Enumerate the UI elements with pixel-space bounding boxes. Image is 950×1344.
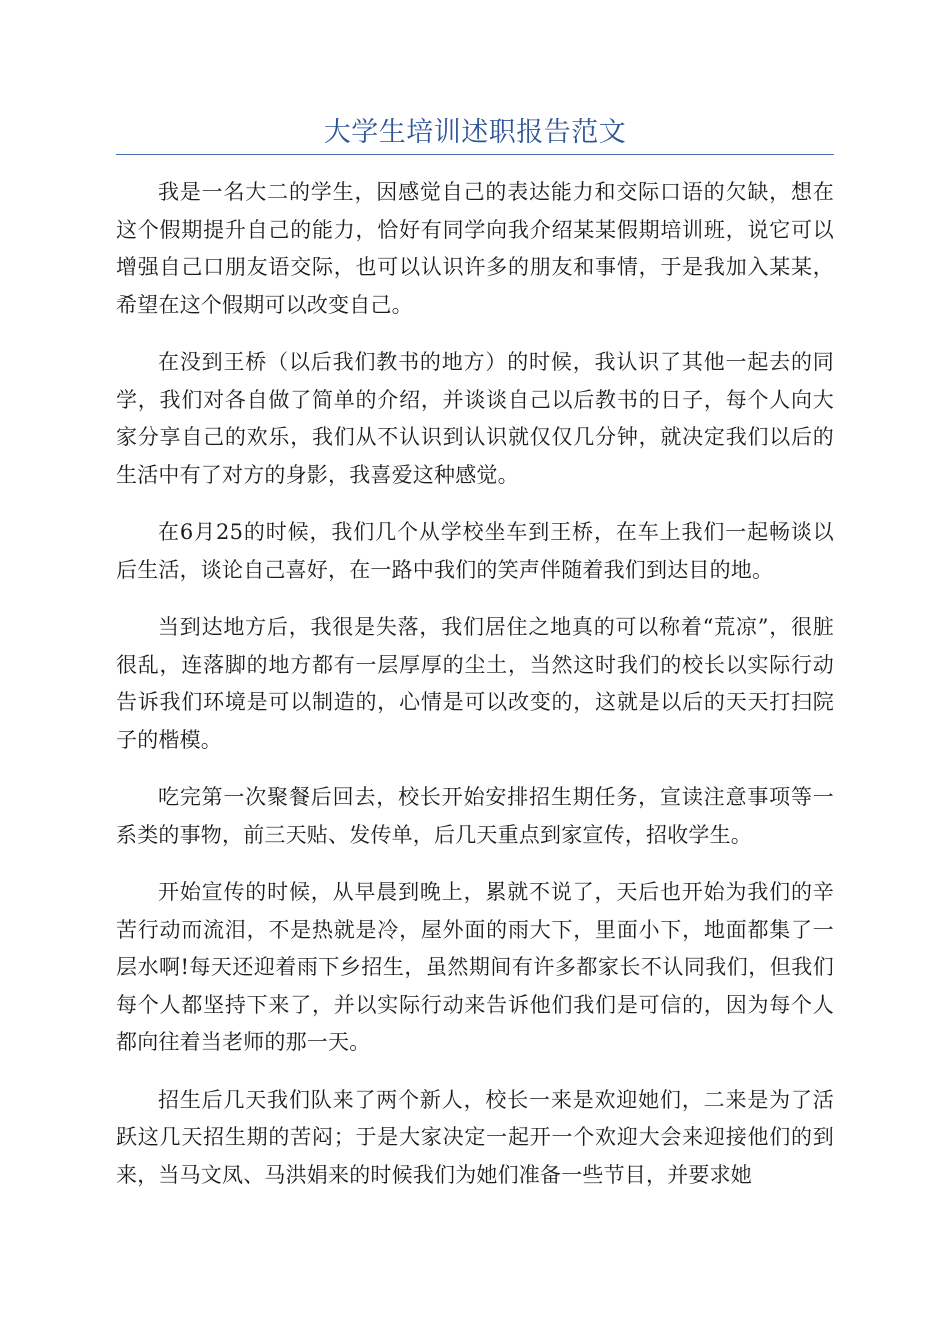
document-title: 大学生培训述职报告范文 — [323, 117, 627, 148]
title-divider — [116, 154, 834, 155]
paragraph-7: 招生后几天我们队来了两个新人，校长一来是欢迎她们，二来是为了活跃这几天招生期的苦闷；于是大家决定一起开一个欢迎大会来迎接他们的到来，当马文凤、马洪娟来的时候我们为她们准备一些节目，并要求她 — [116, 1087, 834, 1187]
paragraph-2: 在没到王桥（以后我们教书的地方）的时候，我认识了其他一起去的同学，我们对各自做了简单的介绍，并谈谈自己以后教书的日子，每个人向大家分享自己的欢乐，我们从不认识到认识就仅仅几分钟，就决定我们以后的生活中有了对方的身影，我喜爱这种感觉。 — [116, 350, 834, 487]
paragraph-1: 我是一名大二的学生，因感觉自己的表达能力和交际口语的欠缺，想在这个假期提升自己的能力，恰好有同学向我介绍某某假期培训班，说它可以增强自己口朋友语交际，也可以认识许多的朋友和事情，于是我加入某某，希望在这个假期可以改变自己。 — [116, 180, 834, 317]
document-body — [116, 174, 834, 1214]
paragraph-4: 当到达地方后，我很是失落，我们居住之地真的可以称着“荒凉”，很脏很乱，连落脚的地方都有一层厚厚的尘土，当然这时我们的校长以实际行动告诉我们环境是可以制造的，心情是可以改变的，这就是以后的天天打扫院子的楷模。 — [116, 615, 834, 752]
paragraph-5: 吃完第一次聚餐后回去，校长开始安排招生期任务，宣读注意事项等一系类的事物，前三天贴、发传单，后几天重点到家宣传，招收学生。 — [116, 785, 834, 847]
paragraph-6: 开始宣传的时候，从早晨到晚上，累就不说了，天后也开始为我们的辛苦行动而流泪，不是热就是冷，屋外面的雨大下，里面小下，地面都集了一层水啊!每天还迎着雨下乡招生，虽然期间有许多都家长不认同我们，但我们每个人都坚持下来了，并以实际行动来告诉他们我们是可信的，因为每个人都向往着当老师的那一天。 — [116, 880, 834, 1054]
paragraph-3: 在6月25的时候，我们几个从学校坐车到王桥，在车上我们一起畅谈以后生活，谈论自己喜好，在一路中我们的笑声伴随着我们到达目的地。 — [116, 520, 834, 582]
